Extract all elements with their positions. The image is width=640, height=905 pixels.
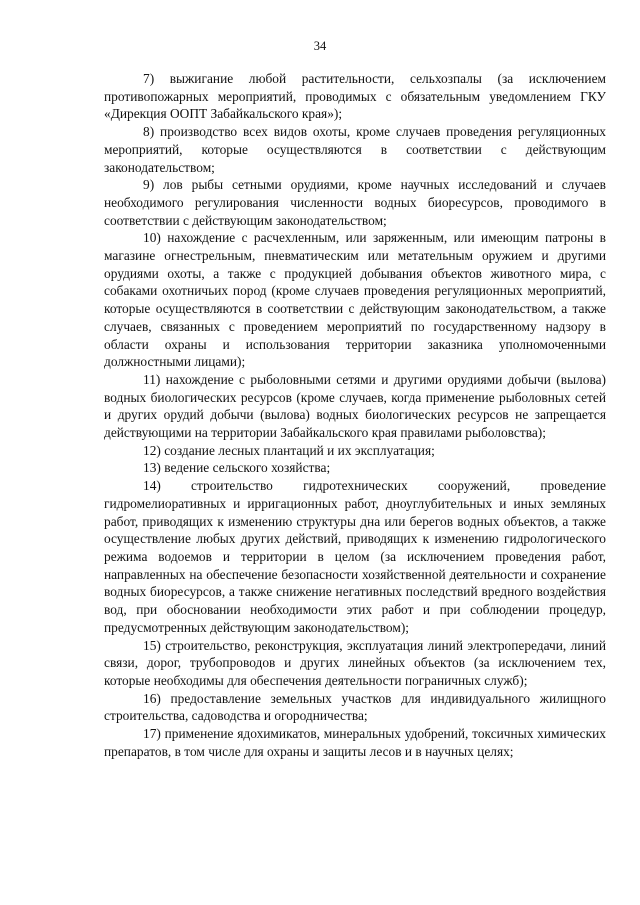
list-item-7: 7) выжигание любой растительности, сельхозпалы (за исключением противопожарных мероприятий, проводимых с обязательным уведомлением ГКУ «Дирекция ООПТ Забайкальского края»); <box>104 71 606 122</box>
list-item-10: 10) нахождение с расчехленным, или заряженным, или имеющим патроны в магазине огнестрельным, пневматическим или метательным оружием и другими орудиями охоты, а также с продукцией добывания объектов животного мира, с собаками охотничьих пород (кроме случаев проведения регуляционных мероприятий, которые осуществляются в соответствии с действующим законодательством, а также случаев, связанных с проведением мероприятий по государственному надзору в области охраны и использования территории заказника уполномоченными должностными лицами); <box>104 230 606 370</box>
list-item-14: 14) строительство гидротехнических сооружений, проведение гидромелиоративных и ирригационных работ, дноуглубительных и иных земляных работ, приводящих к изменению структуры дна или берегов водных объектов, а также осуществление любых других действий, приводящих к изменению гидрологического режима водоемов и территории в целом (за исключением проведения работ, направленных на обеспечение безопасности хозяйственной деятельности и сохранение водных биоресурсов, а также снижение негативных последствий вредного воздействия вод, при обосновании необходимости этих работ и при соблюдении процедур, предусмотренных действующим законодательством); <box>104 478 606 635</box>
document-body <box>104 70 606 760</box>
list-item-15: 15) строительство, реконструкция, эксплуатация линий электропередачи, линий связи, дорог, трубопроводов и других линейных объектов (за исключением тех, которые необходимы для обеспечения деятельности пограничных служб); <box>104 637 606 688</box>
list-item-12: 12) создание лесных плантаций и их эксплуатация; <box>143 442 435 458</box>
page-number: 34 <box>313 39 327 53</box>
list-item-13: 13) ведение сельского хозяйства; <box>143 460 331 476</box>
list-item-9: 9) лов рыбы сетными орудиями, кроме научных исследований и случаев необходимого регулирования численности водных биоресурсов, проводимого в соответствии с действующим законодательством; <box>104 177 606 228</box>
list-item-8: 8) производство всех видов охоты, кроме случаев проведения регуляционных мероприятий, которые осуществляются в соответствии с действующим законодательством; <box>104 124 606 175</box>
list-item-16: 16) предоставление земельных участков для индивидуального жилищного строительства, садоводства и огородничества; <box>104 690 606 724</box>
list-item-17: 17) применение ядохимикатов, минеральных удобрений, токсичных химических препаратов, в том числе для охраны и защиты лесов и в научных целях; <box>104 726 606 759</box>
list-item-11: 11) нахождение с рыболовными сетями и другими орудиями добычи (вылова) водных биологических ресурсов (кроме случаев, когда применение рыболовных сетей и других орудий добычи (вылова) водных биологических ресурсов не запрещается действующими на территории Забайкальского края правилами рыболовства); <box>104 371 606 441</box>
